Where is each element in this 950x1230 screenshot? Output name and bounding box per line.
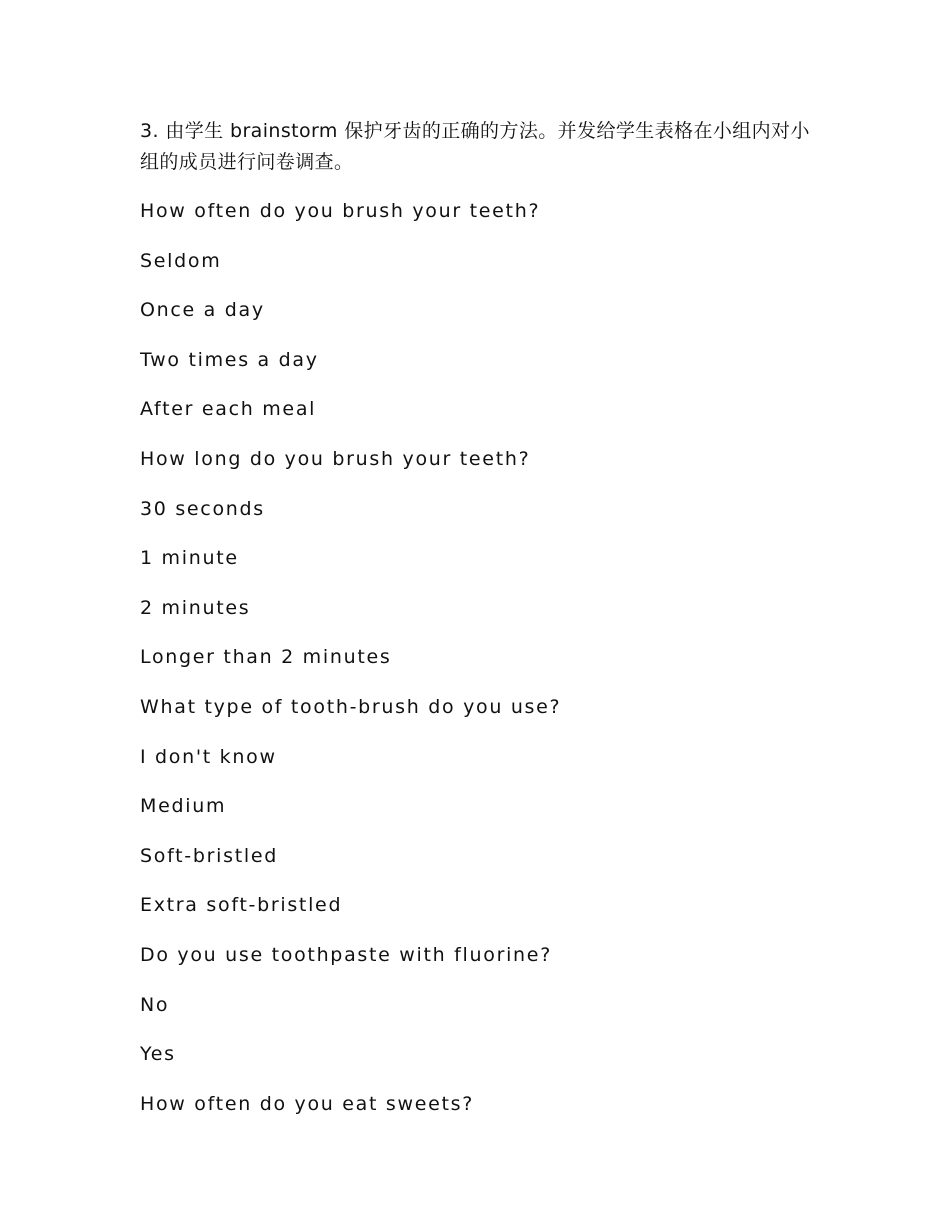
answer-option: 1 minute xyxy=(140,547,239,570)
answer-option: Extra soft-bristled xyxy=(140,894,343,917)
question-toothbrush-type: What type of tooth-brush do you use? xyxy=(140,695,562,718)
answer-option: No xyxy=(140,993,170,1016)
answer-option: Medium xyxy=(140,795,227,818)
answer-option: Soft-bristled xyxy=(140,844,278,867)
answer-option: Yes xyxy=(140,1043,176,1066)
questionnaire xyxy=(140,187,810,1129)
question-brush-duration: How long do you brush your teeth? xyxy=(140,447,531,470)
question-sweets-frequency: How often do you eat sweets? xyxy=(140,1092,475,1115)
answer-option: I don't know xyxy=(140,745,277,768)
answer-option: 30 seconds xyxy=(140,497,265,520)
answer-option: Longer than 2 minutes xyxy=(140,646,392,669)
question-brush-frequency: How often do you brush your teeth? xyxy=(140,200,541,222)
question-fluorine-toothpaste: Do you use toothpaste with fluorine? xyxy=(140,943,552,966)
answer-option: Two times a day xyxy=(140,348,319,371)
intro-paragraph: 3. 由学生 brainstorm 保护牙齿的正确的方法。并发给学生表格在小组内对小组的成员进行问卷调查。 xyxy=(140,120,810,173)
answer-option: Once a day xyxy=(140,299,265,322)
answer-option: Seldom xyxy=(140,249,222,272)
answer-option: 2 minutes xyxy=(140,596,251,619)
answer-option: After each meal xyxy=(140,398,317,421)
document-body xyxy=(140,116,810,1129)
